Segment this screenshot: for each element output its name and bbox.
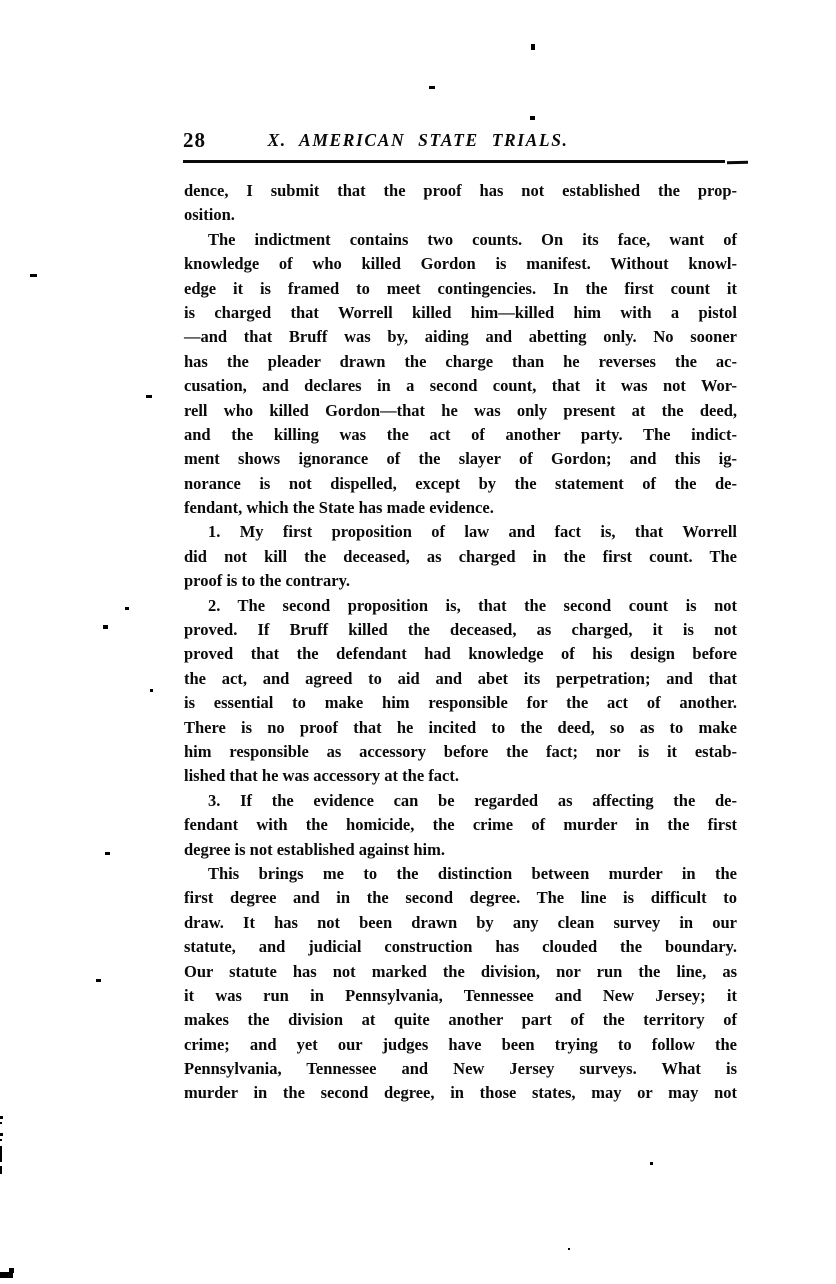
scan-speck xyxy=(429,86,435,89)
page-edge-mark xyxy=(0,1116,3,1119)
scan-speck xyxy=(146,395,152,398)
text-line: him responsible as accessory before the fact; nor is it estab- xyxy=(184,741,737,761)
text-line: The indictment contains two counts. On its face, want of xyxy=(208,229,737,249)
text-line: norance is not dispelled, except by the statement of the de- xyxy=(184,473,737,493)
text-line: osition. xyxy=(184,205,235,225)
scan-speck xyxy=(30,274,37,277)
scan-speck xyxy=(103,625,108,629)
text-line: —and that Bruff was by, aiding and abetting only. No sooner xyxy=(184,327,737,347)
page-edge-mark xyxy=(0,1139,2,1141)
text-line: the act, and agreed to aid and abet its perpetration; and that xyxy=(184,668,737,688)
scan-speck xyxy=(96,979,101,982)
text-line: is charged that Worrell killed him—killed him with a pistol xyxy=(184,302,737,322)
text-line: did not kill the deceased, as charged in the first count. The xyxy=(184,546,737,566)
corner-blob xyxy=(9,1268,14,1273)
page-edge-mark xyxy=(0,1133,3,1136)
page-text xyxy=(184,179,737,1106)
page-edge-mark xyxy=(0,1166,2,1174)
text-line: statute, and judicial construction has clouded the boundary. xyxy=(184,937,737,957)
text-line: This brings me to the distinction between murder in the xyxy=(208,863,737,883)
text-line: fendant, which the State has made evidence. xyxy=(184,498,494,518)
text-line: makes the division at quite another part of the territory of xyxy=(184,1010,737,1030)
text-line: degree is not established against him. xyxy=(184,839,445,859)
text-line: ment shows ignorance of the slayer of Gordon; and this ig- xyxy=(184,449,737,469)
text-line: crime; and yet our judges have been trying to follow the xyxy=(184,1034,737,1054)
header-rule xyxy=(183,160,725,163)
scan-speck xyxy=(125,607,129,610)
text-line: proved. If Bruff killed the deceased, as charged, it is not xyxy=(184,620,737,640)
scan-speck xyxy=(530,116,535,120)
text-line: Pennsylvania, Tennessee and New Jersey surveys. What is xyxy=(184,1059,737,1079)
text-line: Our statute has not marked the division, nor run the line, as xyxy=(184,961,737,981)
text-line: 2. The second proposition is, that the second count is not xyxy=(208,595,737,615)
text-line: edge it is framed to meet contingencies. In the first count it xyxy=(184,278,737,298)
scan-speck xyxy=(568,1248,570,1250)
text-line: has the pleader drawn the charge than he reverses the ac- xyxy=(184,351,737,371)
text-line: murder in the second degree, in those states, may or may not xyxy=(184,1083,737,1103)
text-line: draw. It has not been drawn by any clean survey in our xyxy=(184,912,737,932)
text-line: dence, I submit that the proof has not established the prop- xyxy=(184,181,737,200)
page-number: 28 xyxy=(183,128,206,152)
text-line: proof is to the contrary. xyxy=(184,571,351,591)
text-line: rell who killed Gordon—that he was only present at the deed, xyxy=(184,400,737,420)
text-line: first degree and in the second degree. The line is difficult to xyxy=(184,888,737,908)
running-head-title: X. AMERICAN STATE TRIALS. xyxy=(267,130,569,150)
scan-speck xyxy=(650,1162,653,1165)
header-rule-end-dash xyxy=(727,161,748,165)
text-line: lished that he was accessory at the fact. xyxy=(184,766,459,786)
text-line: it was run in Pennsylvania, Tennessee and New Jersey; it xyxy=(184,985,737,1005)
text-line: cusation, and declares in a second count, that it was not Wor- xyxy=(184,376,737,396)
scan-speck xyxy=(531,44,535,50)
text-line: fendant with the homicide, the crime of murder in the first xyxy=(184,815,737,835)
page-edge-mark xyxy=(0,1146,2,1162)
page-edge-mark xyxy=(0,1122,2,1124)
text-line: and the killing was the act of another party. The indict- xyxy=(184,424,737,444)
text-line: There is no proof that he incited to the deed, so as to make xyxy=(184,717,737,737)
text-line: knowledge of who killed Gordon is manifest. Without knowl- xyxy=(184,254,737,274)
scan-speck xyxy=(150,689,153,692)
text-line: proved that the defendant had knowledge of his design before xyxy=(184,644,737,664)
scan-speck xyxy=(105,852,110,855)
text-line: 1. My first proposition of law and fact is, that Worrell xyxy=(208,522,737,542)
text-line: is essential to make him responsible for the act of another. xyxy=(184,693,737,713)
text-line: 3. If the evidence can be regarded as affecting the de- xyxy=(208,790,737,810)
